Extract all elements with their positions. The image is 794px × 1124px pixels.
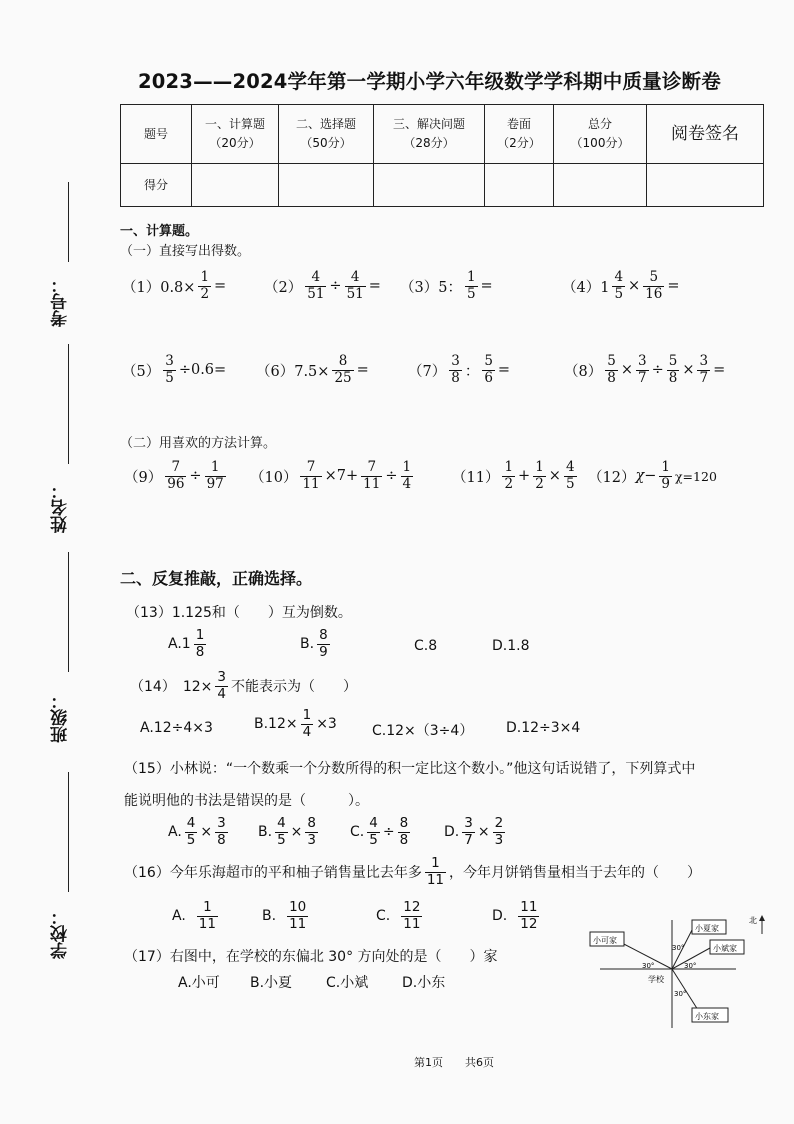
q17-option-c[interactable]: C.小斌 (326, 975, 369, 991)
page-number: 第1页 共6页 (414, 1056, 494, 1069)
q16-option-d[interactable]: D. 11 12 (492, 899, 538, 932)
school-label: 学校 (648, 975, 664, 984)
q13-option-a[interactable]: A.1 1 8 (168, 627, 205, 660)
fraction: 1 11 (198, 899, 216, 932)
question-2: （2） $\frac{4}{51}$ ÷ $\frac{4}{51}$ = (264, 269, 381, 302)
q13-option-c[interactable]: C.8 (414, 638, 438, 654)
home-label-xiaobin: 小斌家 (713, 944, 737, 953)
question-4: （4）1 $\frac{4}{5}$ × $\frac{5}{16}$ = (562, 269, 680, 302)
fraction: $\frac{8}{3}$ (307, 815, 316, 848)
fraction: $\frac{4}{5}$ (186, 815, 196, 848)
side-label-exam-no: 考号： (51, 276, 71, 327)
fraction: 12 11 (403, 899, 421, 932)
section1-part1: （一）直接写出得数。 (120, 244, 251, 259)
score-header-cell: 卷面 （2分） (485, 105, 554, 164)
q15-option-c[interactable]: C. $\frac{4}{5}$ ÷ $\frac{8}{8}$ (350, 815, 409, 848)
q14-option-a[interactable]: A.12÷4×3 (140, 720, 213, 736)
fraction: $\frac{4}{51}$ (346, 269, 364, 302)
angle-label: 30° (672, 944, 685, 952)
binding-line (68, 772, 69, 892)
angle-label: 30° (642, 962, 655, 970)
score-header-cell: 阅卷签名 (647, 105, 764, 164)
q14-option-d[interactable]: D.12÷3×4 (506, 720, 581, 736)
direction-map (586, 912, 770, 1036)
header-question-no: 题号 (143, 126, 168, 141)
score-row-label: 得分 (121, 164, 192, 207)
home-label-xiaoxia: 小夏家 (695, 924, 719, 933)
fraction: $\frac{5}{8}$ (668, 353, 678, 386)
home-label-xiaoke: 小可家 (593, 936, 617, 945)
binding-line (68, 344, 69, 464)
fraction: $\frac{1}{5}$ (466, 269, 476, 302)
fraction: 1 8 (195, 627, 205, 660)
fraction: 1 2 (504, 459, 514, 492)
fraction: $\frac{2}{3}$ (494, 815, 504, 848)
fraction: 8 9 (319, 627, 328, 660)
question-8: （8） $\frac{5}{8}$ × $\frac{3}{7}$ ÷ $\frac{5}{8}$ × $\frac{3}{7}$ = (564, 353, 726, 386)
fraction: $\frac{3}{5}$ (165, 353, 174, 386)
fraction: $\frac{5}{8}$ (607, 353, 616, 386)
question-14: （14） 12× $\frac{3}{4}$ 不能表示为（ ） (130, 669, 357, 702)
score-input-cell[interactable] (279, 164, 374, 207)
fraction: 11 12 (520, 899, 538, 932)
question-9: （9） $\frac{7}{96}$ ÷ $\frac{1}{97}$ (124, 459, 224, 492)
score-input-cell[interactable] (192, 164, 279, 207)
fraction: $\frac{1}{2}$ (200, 269, 210, 302)
fraction: $\frac{1}{97}$ (206, 459, 224, 492)
fraction: $\frac{4}{5}$ (277, 815, 286, 848)
north-label: 北 (749, 916, 757, 925)
score-header-cell: 一、计算题 （20分） (192, 105, 279, 164)
q14-option-b[interactable]: B.12× $\frac{1}{4}$ ×3 (254, 707, 337, 740)
fraction: $\frac{4}{5}$ (614, 269, 624, 302)
north-arrow-head (759, 915, 765, 921)
score-header-cell: 三、解决问题 （28分） (374, 105, 485, 164)
q14-option-c[interactable]: C.12×（3÷4） (372, 723, 474, 739)
binding-line (68, 552, 69, 672)
q13-option-d[interactable]: D.1.8 (492, 638, 530, 654)
q16-option-a[interactable]: A. 1 11 (172, 899, 216, 932)
question-16: （16）今年乐海超市的平和柚子销售量比去年多 1 11 ，今年月饼销售量相当于去年的（ ） (124, 855, 702, 888)
question-15-line2: 能说明他的书法是错误的是（ ）。 (124, 793, 369, 809)
fraction: $\frac{4}{5}$ (369, 815, 378, 848)
q17-option-d[interactable]: D.小东 (402, 975, 446, 991)
home-label-xiaodong: 小东家 (695, 1012, 719, 1021)
fraction: $\frac{7}{11}$ (363, 459, 381, 492)
score-input-cell[interactable] (647, 164, 764, 207)
fraction: $\frac{1}{9}$ (661, 459, 670, 492)
fraction: $\frac{5}{6}$ (484, 353, 493, 386)
question-13: （13）1.125和（ ）互为倒数。 (126, 605, 352, 621)
fraction: $\frac{3}{7}$ (699, 353, 709, 386)
section2-title: 二、反复推敲，正确选择。 (120, 569, 313, 588)
question-7: （7） 3 8 ： $\frac{5}{6}$ = (408, 353, 511, 386)
q17-option-b[interactable]: B.小夏 (250, 975, 293, 991)
angle-label: 30° (684, 962, 697, 970)
side-label-name: 姓名： (51, 482, 71, 533)
question-17: （17）右图中，在学校的东偏北 30° 方向处的是（ ）家 (124, 949, 498, 965)
q15-option-b[interactable]: B. $\frac{4}{5}$ × $\frac{8}{3}$ (258, 815, 316, 848)
section1-title: 一、计算题。 (120, 224, 199, 239)
question-1: （1）0.8× $\frac{1}{2}$ = (122, 269, 227, 302)
q16-option-c[interactable]: C. 12 11 (376, 899, 421, 932)
fraction: 3 8 (451, 353, 460, 386)
fraction: 1 11 (426, 855, 445, 888)
q15-option-a[interactable]: A. $\frac{4}{5}$ × $\frac{3}{8}$ (168, 815, 226, 848)
angle-label: 30° (674, 990, 687, 998)
question-12: （12） χ− $\frac{1}{9}$ χ=120 (588, 459, 717, 492)
question-3: （3）5： $\frac{1}{5}$ = (400, 269, 493, 302)
fraction: $\frac{3}{4}$ (217, 669, 226, 702)
q13-option-b[interactable]: B. 8 9 (300, 627, 328, 660)
question-11: （11） 1 2 + $\frac{1}{2}$ × $\frac{4}{5}$ (452, 459, 575, 492)
fraction: $\frac{4}{5}$ (565, 459, 575, 492)
score-header-cell (121, 105, 192, 164)
q16-option-b[interactable]: B. 10 11 (262, 899, 307, 932)
question-5: （5） $\frac{3}{5}$ ÷0.6= (122, 353, 227, 386)
binding-line (68, 182, 69, 262)
fraction: $\frac{3}{7}$ (464, 815, 473, 848)
fraction: $\frac{3}{8}$ (217, 815, 226, 848)
fraction: $\frac{7}{11}$ (302, 459, 320, 492)
section1-part2: （二）用喜欢的方法计算。 (120, 436, 277, 451)
fraction: $\frac{1}{4}$ (402, 459, 412, 492)
fraction: $\frac{1}{4}$ (302, 707, 312, 740)
fraction: $\frac{3}{7}$ (637, 353, 647, 386)
fraction: $\frac{8}{25}$ (334, 353, 352, 386)
score-header-cell: 总分 （100分） (554, 105, 647, 164)
q17-option-a[interactable]: A.小可 (178, 975, 220, 991)
q15-option-d[interactable]: D. $\frac{3}{7}$ × $\frac{2}{3}$ (444, 815, 504, 848)
question-6: （6）7.5× $\frac{8}{25}$ = (256, 353, 369, 386)
score-table (120, 104, 764, 207)
score-header-cell: 二、选择题 （50分） (279, 105, 374, 164)
fraction: $\frac{4}{51}$ (307, 269, 325, 302)
fraction: $\frac{5}{16}$ (645, 269, 663, 302)
page-title: 2023——2024学年第一学期小学六年级数学学科期中质量诊断卷 (138, 70, 721, 93)
fraction: $\frac{7}{96}$ (167, 459, 185, 492)
score-input-cell[interactable] (485, 164, 554, 207)
score-input-cell[interactable] (374, 164, 485, 207)
question-15-line1: （15）小林说：“一个数乘一个分数所得的积一定比这个数小。”他这句话说错了，下列算式中 (124, 761, 696, 777)
fraction: $\frac{8}{8}$ (399, 815, 409, 848)
question-10: （10） $\frac{7}{11}$ ×7+ $\frac{7}{11}$ ÷ $\frac{1}{4}$ (250, 459, 412, 492)
side-label-class: 班级： (51, 692, 71, 743)
side-label-school: 学校： (51, 908, 71, 959)
fraction: 10 11 (289, 899, 307, 932)
fraction: $\frac{1}{2}$ (535, 459, 544, 492)
score-input-cell[interactable] (554, 164, 647, 207)
